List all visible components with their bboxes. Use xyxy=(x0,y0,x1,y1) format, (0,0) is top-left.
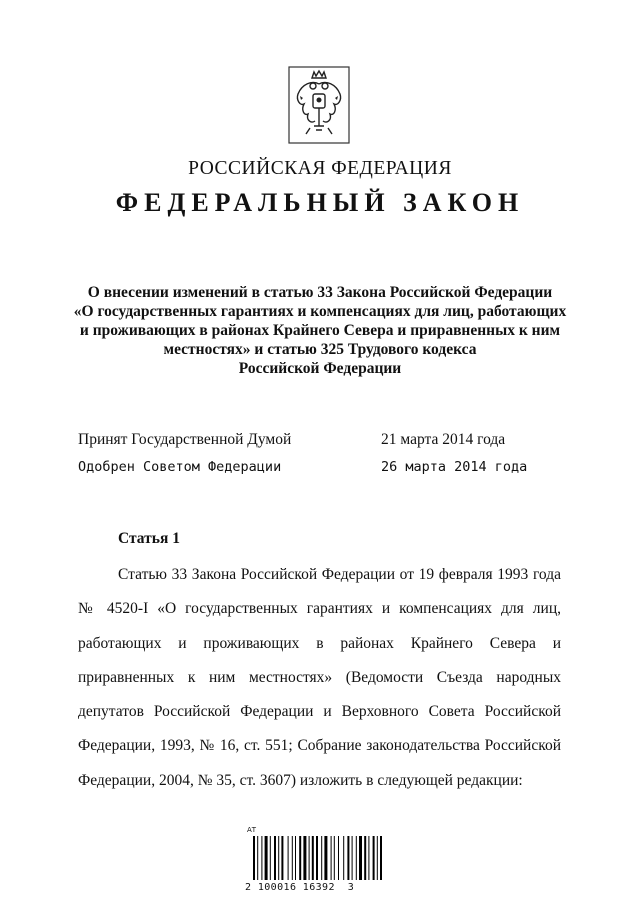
law-title-line: местностях» и статью 325 Трудового кодекса xyxy=(163,341,477,358)
law-title-line: О внесении изменений в статью 33 Закона Российской Федерации xyxy=(87,284,553,301)
state-emblem-icon xyxy=(288,66,350,144)
adoption-label: Принят Государственной Думой xyxy=(78,431,292,448)
adoption-row-federation-council xyxy=(78,459,538,475)
law-title-line: Российской Федерации xyxy=(238,360,402,377)
document-type: ФЕДЕРАЛЬНЫЙ ЗАКОН xyxy=(115,188,525,217)
adoption-row-duma xyxy=(78,431,538,449)
law-title-line: и проживающих в районах Крайнего Севера и приравненных к ним xyxy=(79,322,561,339)
barcode-icon xyxy=(245,836,405,884)
adoption-label: Одобрен Советом Федерации xyxy=(78,459,282,475)
barcode xyxy=(245,826,405,896)
adoption-date: 21 марта 2014 года xyxy=(381,431,506,448)
law-title xyxy=(70,283,570,378)
barcode-mark: АТ xyxy=(247,826,257,834)
article-text: Статью 33 Закона Российской Федерации от 19 февраля 1993 года № 4520-I «О государственных гарантиях и компенсациях для лиц, работающих и проживающих в районах Крайнего Севера и приравненных к ним местностях» (Ведомости Съезда народных депутатов Российской Федерации и Верховного Совета Российской Федерации, 1993, № 16, ст. 551; Собрание законодательства Российской Федерации, 2004, № 35, ст. 3607) изложить в следующей редакции: xyxy=(78,566,561,789)
adoption-date: 26 марта 2014 года xyxy=(381,459,528,475)
article-heading: Статья 1 xyxy=(118,530,180,547)
country-name: РОССИЙСКАЯ ФЕДЕРАЦИЯ xyxy=(188,158,452,179)
barcode-number: 2 100016 16392 3 xyxy=(245,882,355,893)
law-title-line: «О государственных гарантиях и компенсациях для лиц, работающих xyxy=(73,303,567,320)
